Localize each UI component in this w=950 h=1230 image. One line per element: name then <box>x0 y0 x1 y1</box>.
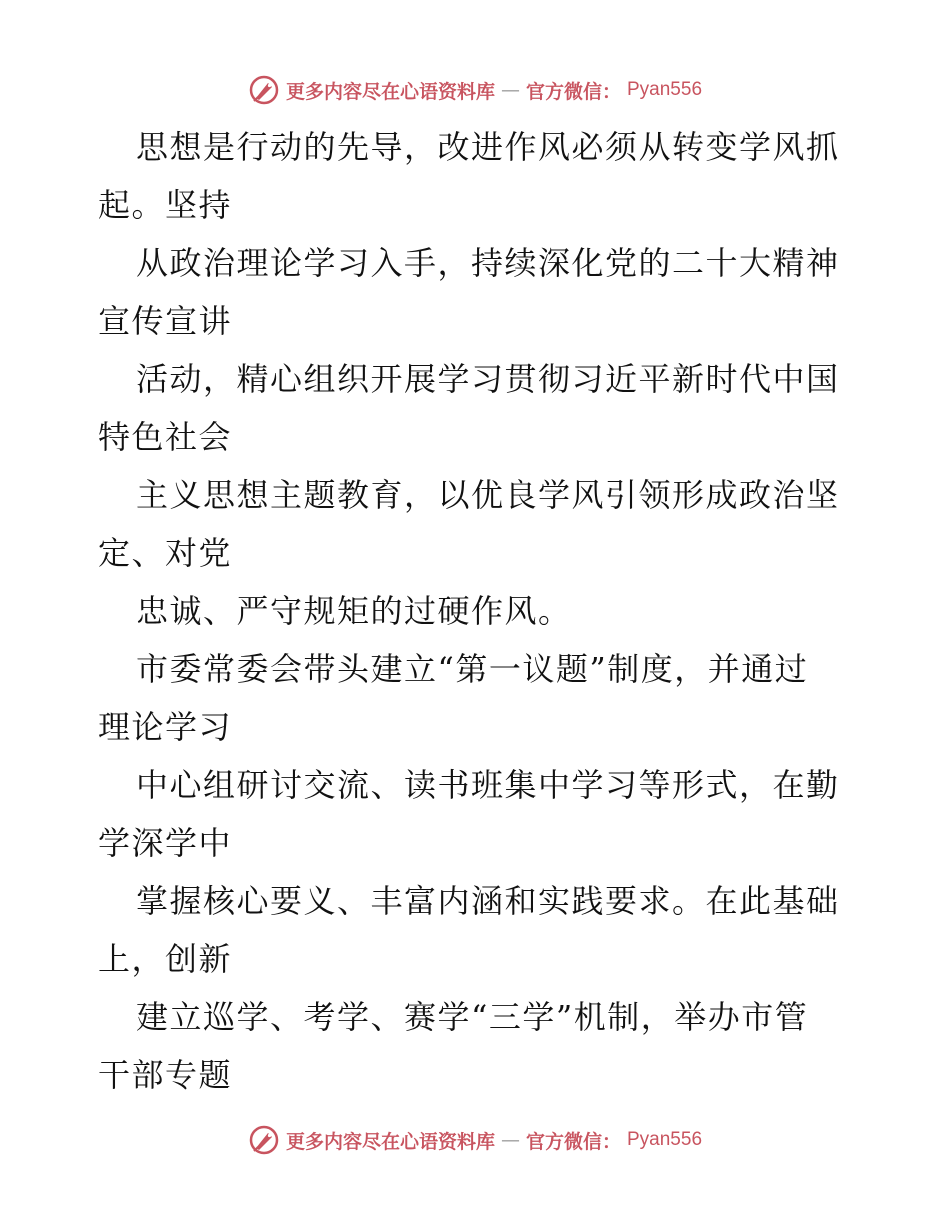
text-line: 学深学中 <box>98 824 233 862</box>
watermark-brand: 更多内容尽在心语资料库 <box>285 1130 495 1153</box>
text-line: 特色社会 <box>98 418 233 456</box>
text-line: 宣传宣讲 <box>98 302 233 340</box>
watermark-separator: — <box>500 79 520 101</box>
text-line: 上，创新 <box>98 940 233 978</box>
pen-nib-logo-icon <box>248 74 280 106</box>
text-line: 从政治理论学习入手，持续深化党的二十大精神 <box>136 244 840 282</box>
footer-watermark <box>0 1120 950 1160</box>
text-line: 干部专题 <box>98 1056 233 1094</box>
document-body <box>98 118 858 1104</box>
text-line: 建立巡学、考学、赛学“三学”机制，举办市管 <box>136 998 809 1036</box>
watermark-account: Pyan556 <box>627 1129 703 1150</box>
text-line: 忠诚、严守规矩的过硬作风。 <box>136 592 572 630</box>
watermark-label: 官方微信： <box>525 1130 621 1153</box>
watermark-label: 官方微信： <box>525 80 621 103</box>
text-line: 活动，精心组织开展学习贯彻习近平新时代中国 <box>136 360 840 398</box>
text-line: 掌握核心要义、丰富内涵和实践要求。在此基础 <box>136 882 840 920</box>
text-line: 思想是行动的先导，改进作风必须从转变学风抓 <box>136 128 840 166</box>
watermark-separator: — <box>500 1129 520 1151</box>
text-line: 中心组研讨交流、读书班集中学习等形式，在勤 <box>136 766 840 804</box>
text-line: 市委常委会带头建立“第一议题”制度，并通过 <box>136 650 809 688</box>
pen-nib-logo-icon <box>248 1124 280 1156</box>
header-watermark <box>0 70 950 110</box>
text-line: 理论学习 <box>98 708 233 746</box>
text-line: 起。坚持 <box>98 186 233 224</box>
watermark-brand: 更多内容尽在心语资料库 <box>285 80 495 103</box>
text-line: 主义思想主题教育，以优良学风引领形成政治坚 <box>136 476 840 514</box>
watermark-account: Pyan556 <box>627 79 703 100</box>
text-line: 定、对党 <box>98 534 233 572</box>
